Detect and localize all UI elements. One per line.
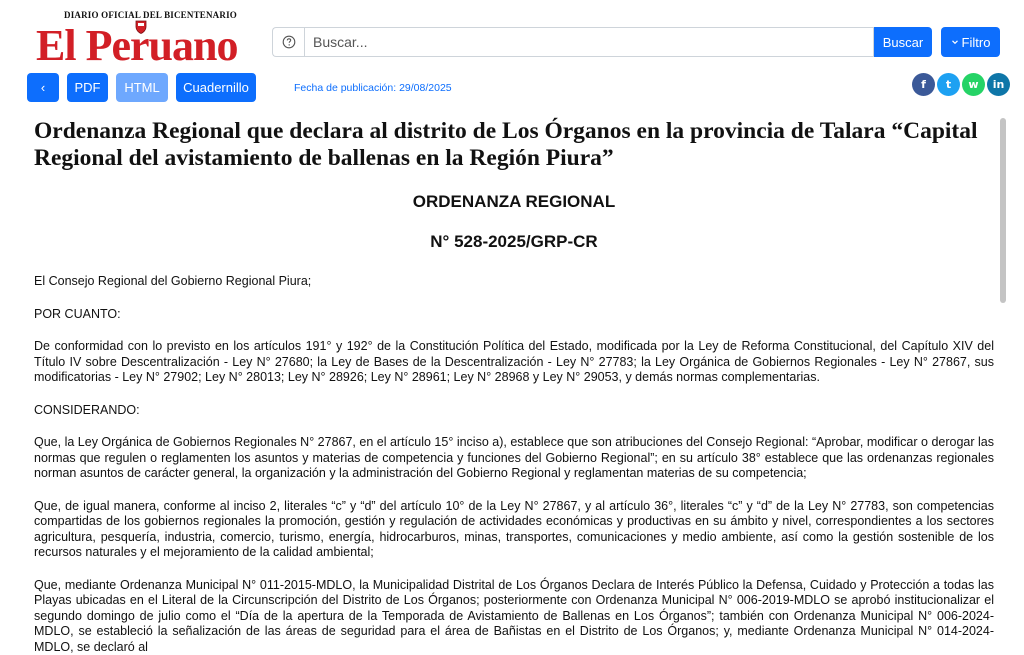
- scrollbar-thumb[interactable]: [1000, 118, 1006, 303]
- search-button[interactable]: Buscar: [874, 27, 932, 57]
- html-button[interactable]: HTML: [116, 73, 168, 102]
- logo-tagline: DIARIO OFICIAL DEL BICENTENARIO: [64, 10, 237, 20]
- logo-wordmark: El Peruano: [36, 24, 237, 68]
- filter-button[interactable]: [941, 27, 1000, 57]
- whatsapp-share-icon[interactable]: w: [962, 73, 985, 96]
- document-title: Ordenanza Regional que declara al distrito de Los Órganos en la provincia de Talara “Capital Regional del avistamiento de ballenas en la Región Piura”: [34, 118, 994, 172]
- filter-button-label: Filtro: [962, 35, 991, 50]
- document-toolbar: [27, 73, 256, 103]
- linkedin-share-icon[interactable]: in: [987, 73, 1010, 96]
- logo[interactable]: [34, 6, 254, 70]
- paragraph: Que, la Ley Orgánica de Gobiernos Regionales N° 27867, en el artículo 15° inciso a), establece que son atribuciones del Consejo Regional: “Aprobar, modificar o derogar las normas que regulen o reglamenten los asuntos y materias de competencia y funciones del Gobierno Regional”; en su artículo 38° establece que las ordenanzas regionales norman asuntos de carácter general, la organización y la administración del Gobierno Regional y reglamentan materias de su competencia;: [34, 435, 994, 482]
- document-heading: ORDENANZA REGIONAL: [34, 192, 994, 212]
- twitter-share-icon[interactable]: t: [937, 73, 960, 96]
- search-input[interactable]: [304, 27, 874, 57]
- facebook-share-icon[interactable]: f: [912, 73, 935, 96]
- paragraph: De conformidad con lo previsto en los artículos 191° y 192° de la Constitución Política del Estado, modificada por la Ley de Reforma Constitucional, del Capítulo XIV del Título IV sobre Descentralización - Ley N° 27680; la Ley de Bases de la Descentralización - Ley N° 27783; la Ley Orgánica de Gobiernos Regionales - Ley N° 27867, sus modificatorias - Ley N° 27902; Ley N° 28013; Ley N° 28926; Ley N° 28961; Ley N° 28968 y Ley N° 29053, y demás normas complementarias.: [34, 339, 994, 386]
- paragraph: Que, de igual manera, conforme al inciso 2, literales “c” y “d” del artículo 10° de la Ley N° 27867, y al artículo 36°, literales “c” y “d” de la Ley N° 27783, son competencias compartidas de los gobiernos regionales la promoción, gestión y regulación de actividades económicas y productivas en su ámbito y nivel, correspondientes a los sectores agricultura, pesquería, industria, comercio, turismo, energía, hidrocarburos, minas, transportes, comunicaciones y medio ambiente, así como la gestión sostenible de los recursos naturales y el mejoramiento de la calidad ambiental;: [34, 499, 994, 561]
- publication-date: Fecha de publicación: 29/08/2025: [294, 82, 452, 94]
- cuadernillo-button[interactable]: Cuadernillo: [176, 73, 256, 102]
- social-share: [912, 73, 1010, 96]
- paragraph: POR CUANTO:: [34, 307, 994, 323]
- back-button[interactable]: ‹: [27, 73, 59, 102]
- paragraph: CONSIDERANDO:: [34, 403, 994, 419]
- document-number: N° 528-2025/GRP-CR: [34, 232, 994, 252]
- pdf-button[interactable]: PDF: [67, 73, 108, 102]
- question-circle-icon: [282, 35, 296, 49]
- search-bar: [272, 27, 932, 57]
- help-button[interactable]: [272, 27, 304, 57]
- paragraph: Que, mediante Ordenanza Municipal N° 011-2015-MDLO, la Municipalidad Distrital de Los Órganos Declara de Interés Público la Defensa, Cuidado y Protección a todas las Playas ubicadas en el Literal de la Circunscripción del Distrito de Los Órganos; posteriormente con Ordenanza Municipal N° 006-2019-MDLO se aprobó institucionalizar el segundo domingo de julio como el “Día de la apertura de la Temporada de Avistamiento de Ballenas en Los Órganos”; también con Ordenanza Municipal N° 006-2024-MDLO, se estableció la señalización de las áreas de seguridad para el área de Bañistas en el Distrito de Los Órganos; y, mediante Ordenanza Municipal N° 014-2024-MDLO, se declaró al: [34, 578, 994, 655]
- chevron-down-icon: [951, 38, 959, 46]
- paragraph: El Consejo Regional del Gobierno Regional Piura;: [34, 274, 994, 290]
- document-content: [34, 118, 994, 655]
